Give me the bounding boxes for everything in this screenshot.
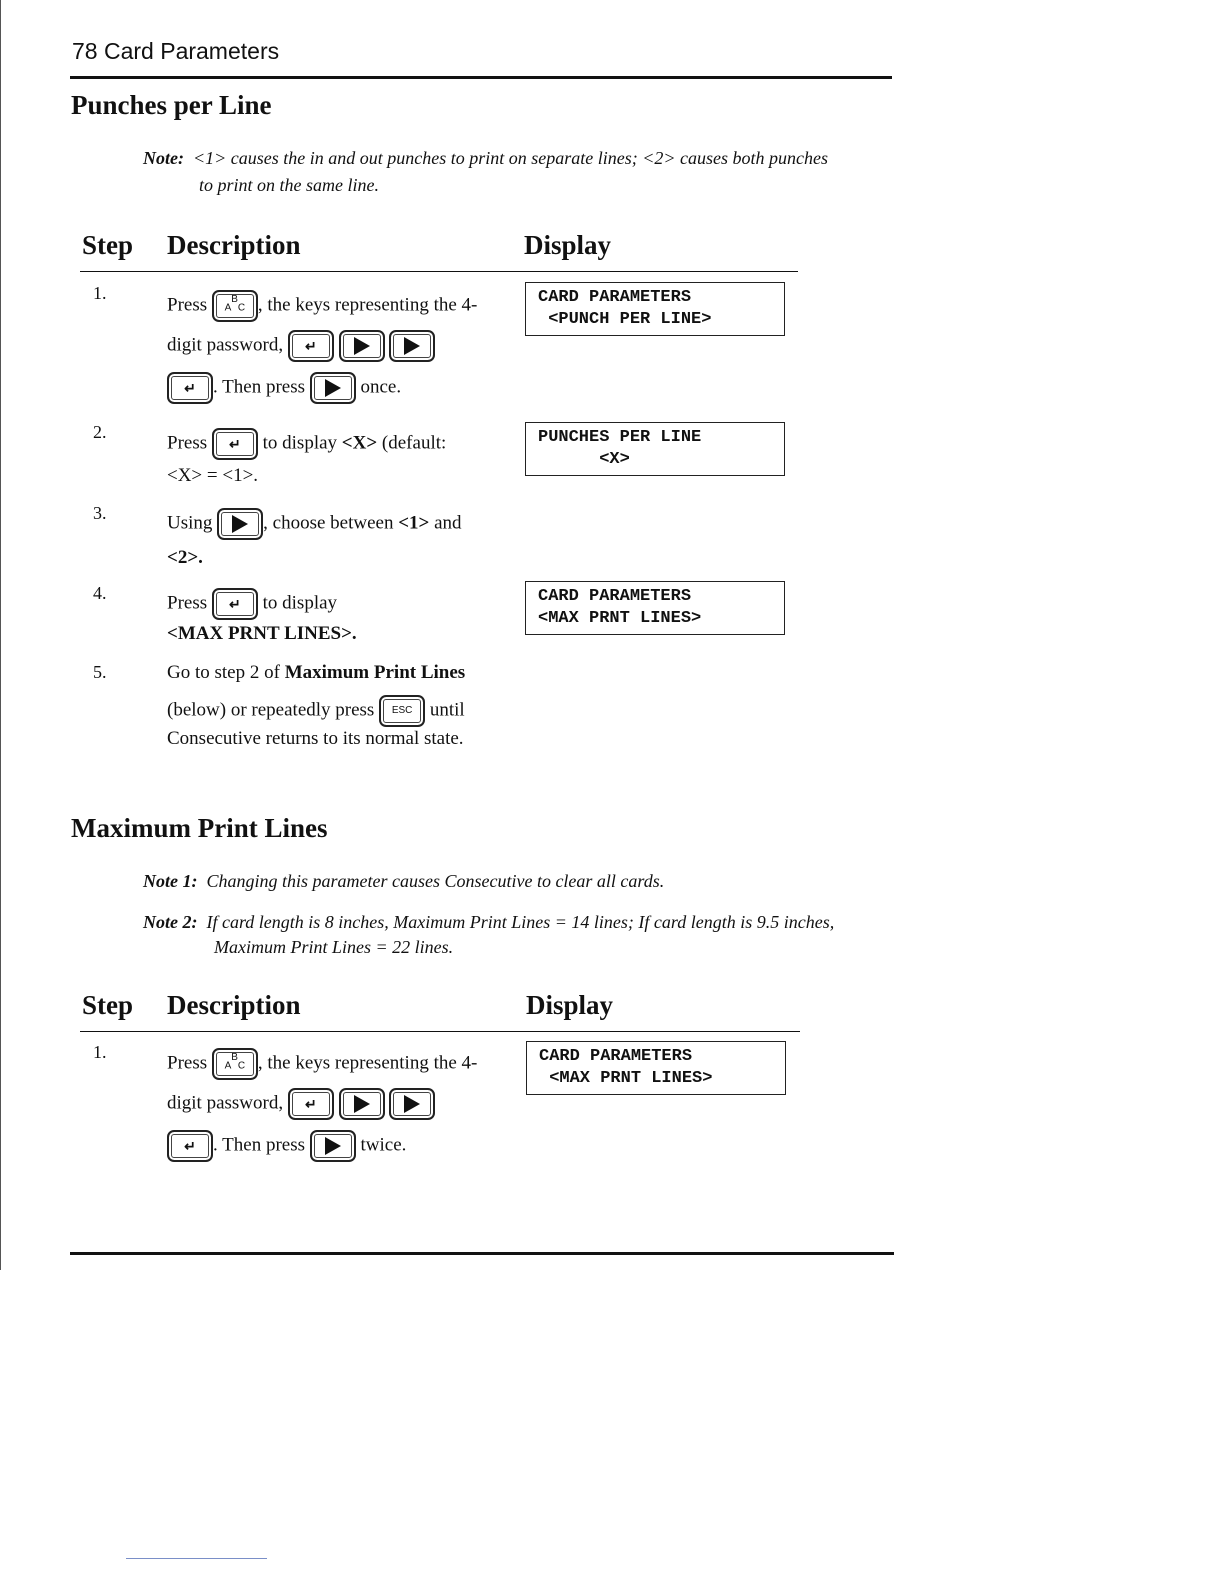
page-edge-line (0, 0, 1, 1270)
footer-mark-line (126, 1558, 267, 1559)
column-header-step: Step (82, 990, 134, 1020)
step-description: Using , choose between <1> and <2>. (167, 508, 502, 572)
right-arrow-key-icon (339, 330, 385, 362)
step-description: Press $A^BC$ , the keys representing the 4- digit password, ↵ ↵ . Then press twice. (167, 1048, 502, 1164)
note-label: Note: (143, 148, 184, 168)
note-text-line2: Maximum Print Lines = 22 lines. (214, 937, 454, 957)
column-header-display: Display (524, 230, 612, 260)
step-number: 1. (93, 1042, 107, 1062)
enter-key-icon: ↵ (288, 330, 334, 362)
column-header-description: Description (167, 230, 301, 260)
note-2 (143, 910, 913, 960)
right-arrow-key-icon (389, 1088, 435, 1120)
abc-key-icon: $A^BC$ (212, 290, 258, 322)
column-header-step: Step (82, 230, 134, 260)
page-number: 78 (72, 38, 98, 64)
enter-key-icon: ↵ (288, 1088, 334, 1120)
escape-key-icon: ESC (379, 695, 425, 727)
note-text: Changing this parameter causes Consecutive to clear all cards. (206, 871, 665, 891)
right-arrow-key-icon (217, 508, 263, 540)
note-1 (143, 868, 903, 895)
enter-key-icon: ↵ (212, 428, 258, 460)
lcd-display: CARD PARAMETERS <PUNCH PER LINE> (525, 282, 785, 336)
step-number: 1. (93, 283, 107, 303)
column-header-display: Display (526, 990, 614, 1020)
enter-key-icon: ↵ (167, 1130, 213, 1162)
step-number: 3. (93, 503, 107, 523)
step-description: Go to step 2 of Maximum Print Lines (below) or repeatedly press ESC until Consecutive returns to its normal state. (167, 662, 466, 749)
page-header (72, 38, 279, 65)
step-description: Press ↵ to display <X> (default: <X> = <1>. (167, 428, 502, 490)
lcd-display: CARD PARAMETERS <MAX PRNT LINES> (525, 581, 785, 635)
enter-key-icon: ↵ (167, 372, 213, 404)
column-header-description: Description (167, 990, 301, 1020)
step-number: 4. (93, 583, 107, 603)
right-arrow-key-icon (389, 330, 435, 362)
step-description: Press $A^BC$ , the keys representing the 4- digit password, ↵ ↵ . Then press once. (167, 290, 502, 406)
note-text-line1: If card length is 8 inches, Maximum Print Lines = 14 lines; If card length is 9.5 inches, (206, 912, 835, 932)
step-number: 2. (93, 422, 107, 442)
note-label: Note 2: (143, 912, 198, 932)
header-rule (70, 76, 892, 79)
enter-key-icon: ↵ (212, 588, 258, 620)
footer-rule (70, 1252, 894, 1255)
abc-key-icon: $A^BC$ (212, 1048, 258, 1080)
lcd-display: PUNCHES PER LINE <X> (525, 422, 785, 476)
right-arrow-key-icon (310, 372, 356, 404)
page-header-title: Card Parameters (103, 38, 280, 64)
lcd-display: CARD PARAMETERS <MAX PRNT LINES> (526, 1041, 786, 1095)
right-arrow-key-icon (310, 1130, 356, 1162)
note-punches (143, 145, 903, 199)
step-number: 5. (93, 662, 107, 682)
table-rule (80, 1031, 800, 1032)
step-description: Press ↵ to display <MAX PRNT LINES>. (167, 588, 502, 648)
note-label: Note 1: (143, 871, 198, 891)
section-title-punches-per-line: Punches per Line (71, 90, 272, 120)
note-text-line1: <1> causes the in and out punches to print on separate lines; <2> causes both punches (192, 148, 828, 168)
right-arrow-key-icon (339, 1088, 385, 1120)
table-rule (80, 271, 798, 272)
section-title-maximum-print-lines: Maximum Print Lines (71, 813, 328, 843)
note-text-line2: to print on the same line. (199, 175, 379, 195)
